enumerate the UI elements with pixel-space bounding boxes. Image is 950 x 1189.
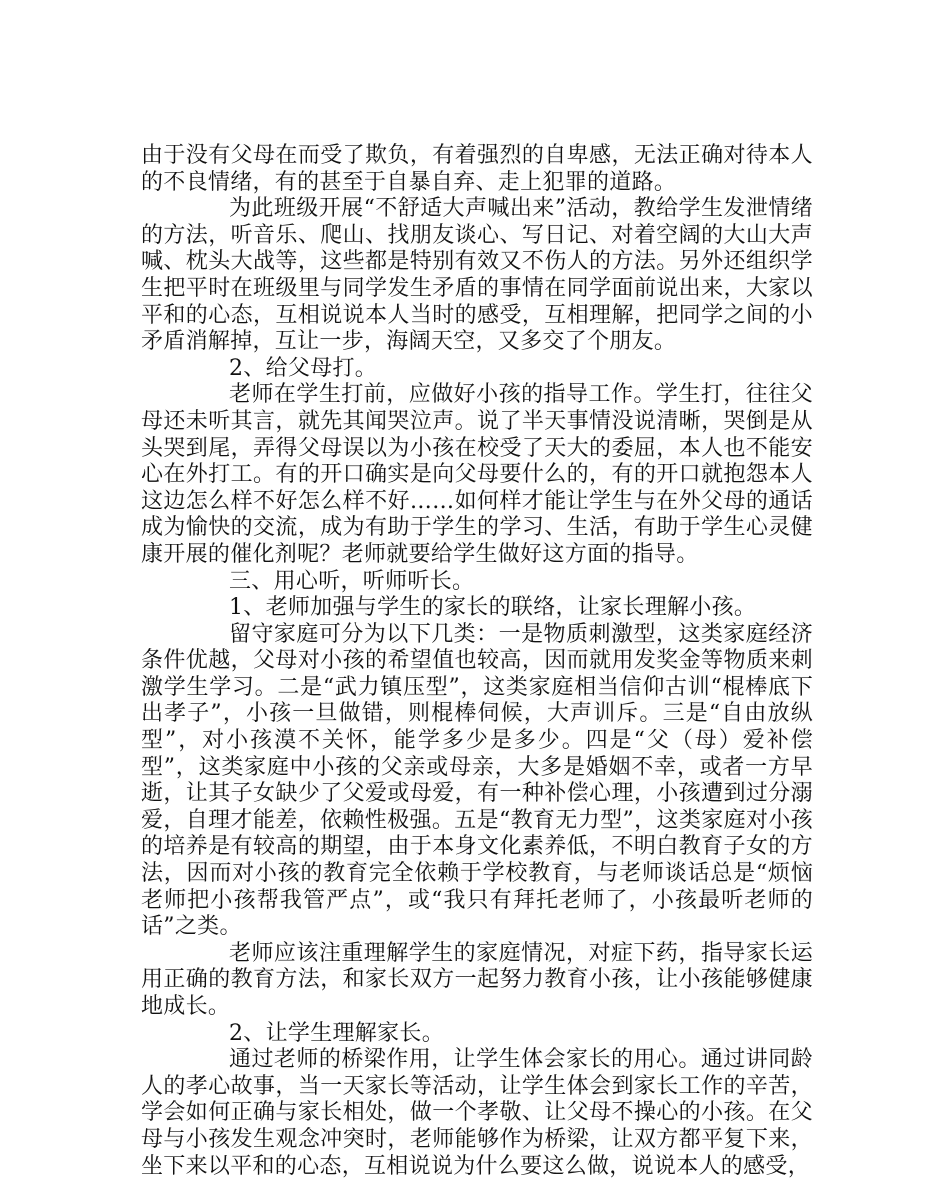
paragraph-bridge-role: 通过老师的桥梁作用，让学生体会家长的用心。通过讲同龄人的孝心故事，当一天家长等活动，让学生体会到家长工作的辛苦，学会如何正确与家长相处，做一个孝敬、让父母不操心的小孩。在父母与小孩发生观念冲突时，老师能够作为桥梁，让双方都平复下来，坐下来以平和的心态，互相说说为什么要这么做，说说本人的感受， xyxy=(141,1047,813,1179)
subheading-student-understanding: 2、让学生理解家长。 xyxy=(229,1020,444,1046)
paragraph-teacher-advice: 老师应该注重理解学生的家庭情况，对症下药，指导家长运用正确的教育方法，和家长双方一起努力教育小孩，让小孩能够健康地成长。 xyxy=(141,940,813,1019)
document-page xyxy=(141,143,813,1180)
paragraph-continued: 由于没有父母在而受了欺负，有着强烈的自卑感，无法正确对待本人的不良情绪，有的甚至于自暴自弃、走上犯罪的道路。 xyxy=(141,143,813,195)
paragraph-family-types: 留守家庭可分为以下几类：一是物质刺激型，这类家庭经济条件优越，父母对小孩的希望值也较高，因而就用发奖金等物质来刺激学生学习。二是“武力镇压型”，这类家庭相当信仰古训“棍棒底下出孝子”，小孩一旦做错，则棍棒伺候，大声训斥。三是“自由放纵型”，对小孩漠不关怀，能学多少是多少。四是“父（母）爱补偿型”，这类家庭中小孩的父亲或母亲，大多是婚姻不幸，或者一方早逝，让其子女缺少了父爱或母爱，有一种补偿心理，小孩遭到过分溺爱，自理才能差，依赖性极强。五是“教育无力型”，这类家庭对小孩的培养是有较高的期望，由于本身文化素养低，不明白教育子女的方法，因而对小孩的教育完全依赖于学校教育，与老师谈话总是“烦恼老师把小孩帮我管严点”，或“我只有拜托老师了，小孩最听老师的话”之类。 xyxy=(141,621,813,940)
paragraph-call-guidance: 老师在学生打前，应做好小孩的指导工作。学生打，往往父母还未听其言，就先其闻哭泣声。说了半天事情没说清晰，哭倒是从头哭到尾，弄得父母误以为小孩在校受了天大的委屈，本人也不能安心在外打工。有的开口确实是向父母要什么的，有的开口就抱怨本人这边怎么样不好怎么样不好……如何样才能让学生与在外父母的通话成为愉快的交流，成为有助于学生的学习、生活，有助于学生心灵健康开展的催化剂呢？老师就要给学生做好这方面的指导。 xyxy=(141,382,813,567)
paragraph-activity: 为此班级开展“不舒适大声喊出来”活动，教给学生发泄情绪的方法，听音乐、爬山、找朋友谈心、写日记、对着空阔的大山大声喊、枕头大战等，这些都是特别有效又不伤人的方法。另外还组织学生把平时在班级里与同学发生矛盾的事情在同学面前说出来，大家以平和的心态，互相说说本人当时的感受，互相理解，把同学之间的小矛盾消解掉，互让一步，海阔天空，又多交了个朋友。 xyxy=(141,196,813,355)
subheading-call-parents: 2、给父母打。 xyxy=(229,355,378,381)
subheading-teacher-contact: 1、老师加强与学生的家长的联络，让家长理解小孩。 xyxy=(229,595,757,621)
section-heading-listen: 三、用心听，听师听长。 xyxy=(229,568,475,594)
